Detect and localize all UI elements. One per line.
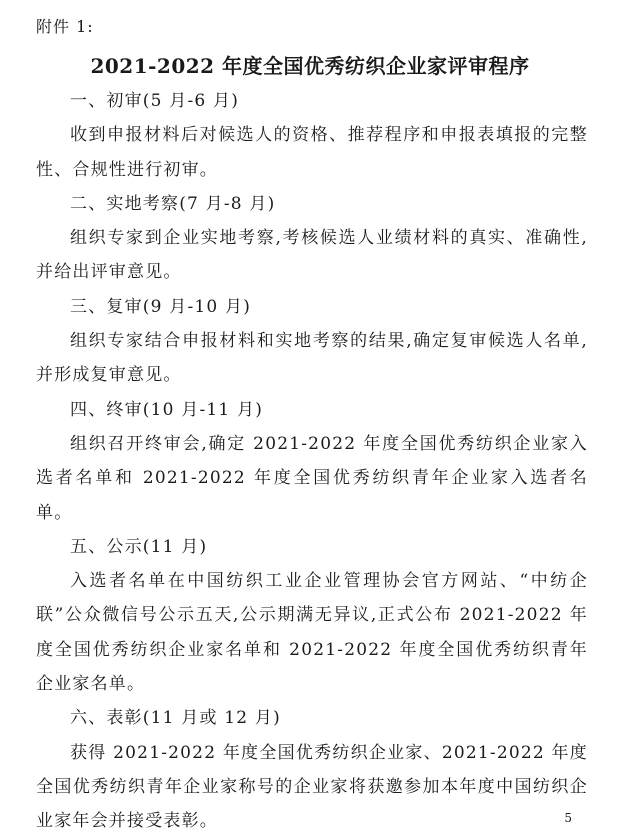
section-body-site-inspection: 组织专家到企业实地考察,考核候选人业绩材料的真实、准确性,并给出评审意见。: [36, 228, 588, 283]
section-heading-second-review: 三、复审(9 月-10 月): [70, 296, 252, 317]
attachment-label: 附件 1:: [36, 17, 94, 36]
section-body-publicity: 入选者名单在中国纺织工业企业管理协会官方网站、“中纺企联”公众微信号公示五天,公示期满无异议,正式公布 2021-2022 年度全国优秀纺织企业家名单和 2021-2022 年度全国优秀纺织青年企业家名单。: [36, 571, 588, 695]
page-number: 5: [564, 811, 572, 825]
section-heading-publicity: 五、公示(11 月): [70, 536, 208, 557]
section-body-final-review: 组织召开终审会,确定 2021-2022 年度全国优秀纺织企业家入选者名单和 2021-2022 年度全国优秀纺织青年企业家入选者名单。: [36, 433, 588, 523]
section-body-initial-review: 收到申报材料后对候选人的资格、推荐程序和申报表填报的完整性、合规性进行初审。: [36, 125, 588, 180]
section-heading-site-inspection: 二、实地考察(7 月-8 月): [70, 193, 276, 214]
section-heading-initial-review: 一、初审(5 月-6 月): [70, 91, 240, 111]
document-body: [36, 84, 588, 839]
section-heading-commendation: 六、表彰(11 月或 12 月): [70, 708, 281, 729]
section-body-second-review: 组织专家结合申报材料和实地考察的结果,确定复审候选人名单,并形成复审意见。: [36, 331, 588, 386]
document-title: 2021-2022 年度全国优秀纺织企业家评审程序: [90, 54, 530, 78]
section-body-commendation: 获得 2021-2022 年度全国优秀纺织企业家、2021-2022 年度全国优秀纺织青年企业家称号的企业家将获邀参加本年度中国纺织企业家年会并接受表彰。: [36, 742, 588, 832]
section-heading-final-review: 四、终审(10 月-11 月): [70, 399, 264, 420]
